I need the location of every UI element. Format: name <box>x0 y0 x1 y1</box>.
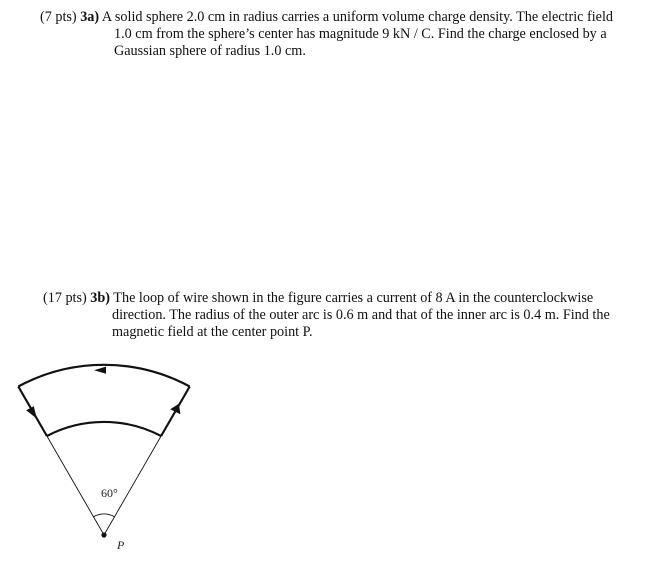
point-p-dot <box>101 532 106 537</box>
wire-loop <box>18 365 189 535</box>
problem-3b-line1 <box>43 290 610 307</box>
problem-3b-points: (17 pts) <box>43 290 87 306</box>
inner-arc <box>47 422 161 436</box>
problem-3b-label: 3b) <box>90 290 111 306</box>
left-guide-line <box>47 436 104 535</box>
problem-3a-line2: 1.0 cm from the sphere’s center has magnitude 9 kN / C. Find the charge enclosed by a <box>114 26 607 42</box>
wire-loop-figure <box>0 355 240 565</box>
problem-3a-label: 3a) <box>80 9 100 25</box>
angle-label: 60° <box>101 486 118 500</box>
problem-3a <box>40 9 613 60</box>
arrow-left-icon <box>26 406 37 419</box>
problem-3b-text1: The loop of wire shown in the figure carries a current of 8 A in the counterclockwise <box>110 290 594 306</box>
angle-arc <box>94 514 115 517</box>
problem-3b-line3: magnetic field at the center point P. <box>112 324 313 340</box>
problem-3a-line1 <box>40 9 613 26</box>
problem-3b <box>43 290 610 341</box>
problem-3a-line3: Gaussian sphere of radius 1.0 cm. <box>114 43 306 59</box>
problem-3a-points: (7 pts) <box>40 9 77 25</box>
problem-3b-line2: direction. The radius of the outer arc is 0.6 m and that of the inner arc is 0.4 m. Find the <box>112 307 610 323</box>
arrow-outer-icon <box>94 367 106 374</box>
problem-3a-text1: A solid sphere 2.0 cm in radius carries a uniform volume charge density. The electric field <box>99 9 614 25</box>
point-p-label: P <box>117 538 125 552</box>
